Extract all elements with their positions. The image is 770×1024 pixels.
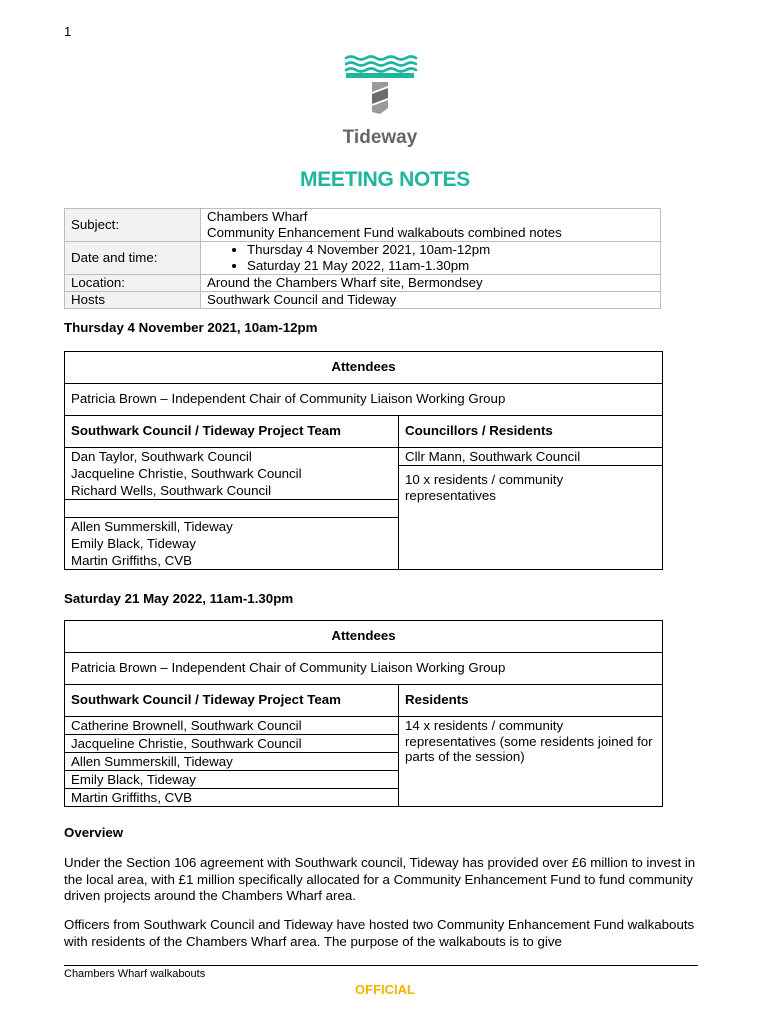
meeting-2-heading: Saturday 21 May 2022, 11am-1.30pm: [64, 591, 294, 606]
hosts-row: [65, 292, 661, 309]
hosts-label: Hosts: [71, 292, 105, 307]
page-title: MEETING NOTES: [300, 168, 470, 191]
residents-count: 10 x residents / community representatives: [405, 472, 564, 503]
hosts-value: Southwark Council and Tideway: [207, 292, 397, 307]
meeting-2-attendees-table: [64, 620, 663, 807]
tideway-logo-mark: [330, 52, 430, 152]
attendee-name: Emily Black, Tideway: [65, 771, 398, 789]
subject-row: [65, 209, 661, 242]
residents-cell: [399, 448, 663, 570]
date-item: • Thursday 4 November 2021, 10am-12pm: [247, 242, 654, 258]
blank-row: [65, 500, 399, 518]
overview-paragraph-1: Under the Section 106 agreement with Southwark council, Tideway has provided over £6 million to invest in the local area, with £1 million specifically allocated for a Community Enhancement Fund to fund community driven projects around the Chambers Wharf area.: [64, 855, 696, 903]
date-label: Date and time:: [71, 250, 158, 265]
overview-heading: Overview: [64, 825, 124, 840]
attendee-name: Dan Taylor, Southwark Council: [71, 449, 252, 464]
date-row: [65, 242, 661, 275]
footer-divider: [64, 965, 698, 966]
attendee-name: Emily Black, Tideway: [71, 536, 196, 551]
attendee-name: Jacqueline Christie, Southwark Council: [65, 735, 398, 753]
attendee-name: Catherine Brownell, Southwark Council: [65, 717, 398, 735]
attendee-name: Martin Griffiths, CVB: [71, 553, 192, 568]
team-list-cell: [65, 448, 399, 500]
footer-text: Chambers Wharf walkabouts: [64, 968, 206, 980]
attendee-name: Allen Summerskill, Tideway: [65, 753, 398, 771]
subject-line-1: Chambers Wharf: [207, 209, 308, 224]
location-value: Around the Chambers Wharf site, Bermondsey: [207, 275, 483, 290]
page-number: 1: [64, 24, 72, 39]
logo-wordmark: Tideway: [342, 127, 418, 148]
councillor-name: Cllr Mann, Southwark Council: [399, 448, 662, 466]
attendee-name: Jacqueline Christie, Southwark Council: [71, 466, 302, 481]
location-label: Location:: [71, 275, 125, 290]
attendee-name: Richard Wells, Southwark Council: [71, 483, 272, 498]
meeting-1-attendees-table: [64, 351, 663, 570]
team-list-cell: [65, 717, 399, 807]
classification-label: OFFICIAL: [355, 982, 415, 997]
team-column-header: Southwark Council / Tideway Project Team: [65, 416, 399, 448]
attendees-header: Attendees: [65, 352, 663, 384]
attendees-header: Attendees: [65, 621, 663, 653]
subject-line-2: Community Enhancement Fund walkabouts combined notes: [207, 225, 562, 240]
attendee-name: Allen Summerskill, Tideway: [71, 519, 233, 534]
meeting-details-table: [64, 208, 661, 309]
chair-row: Patricia Brown – Independent Chair of Community Liaison Working Group: [65, 384, 663, 416]
overview-paragraph-2: Officers from Southwark Council and Tideway have hosted two Community Enhancement Fund walkabouts with residents of the Chambers Wharf area. The purpose of the walkabouts is to give: [64, 917, 695, 949]
residents-cell: 14 x residents / community representatives (some residents joined for parts of the session): [399, 717, 663, 807]
residents-column-header: Residents: [399, 685, 663, 717]
tideway-logo: [330, 52, 430, 152]
date-item: • Saturday 21 May 2022, 11am-1.30pm: [247, 258, 654, 274]
chair-row: Patricia Brown – Independent Chair of Community Liaison Working Group: [65, 653, 663, 685]
tideway-list-cell: [65, 518, 399, 570]
attendee-name: Martin Griffiths, CVB: [71, 790, 192, 805]
subject-label: Subject:: [71, 217, 120, 232]
location-row: [65, 275, 661, 292]
residents-column-header: Councillors / Residents: [399, 416, 663, 448]
team-column-header: Southwark Council / Tideway Project Team: [65, 685, 399, 717]
date-list: [207, 242, 654, 274]
meeting-1-heading: Thursday 4 November 2021, 10am-12pm: [64, 320, 318, 335]
